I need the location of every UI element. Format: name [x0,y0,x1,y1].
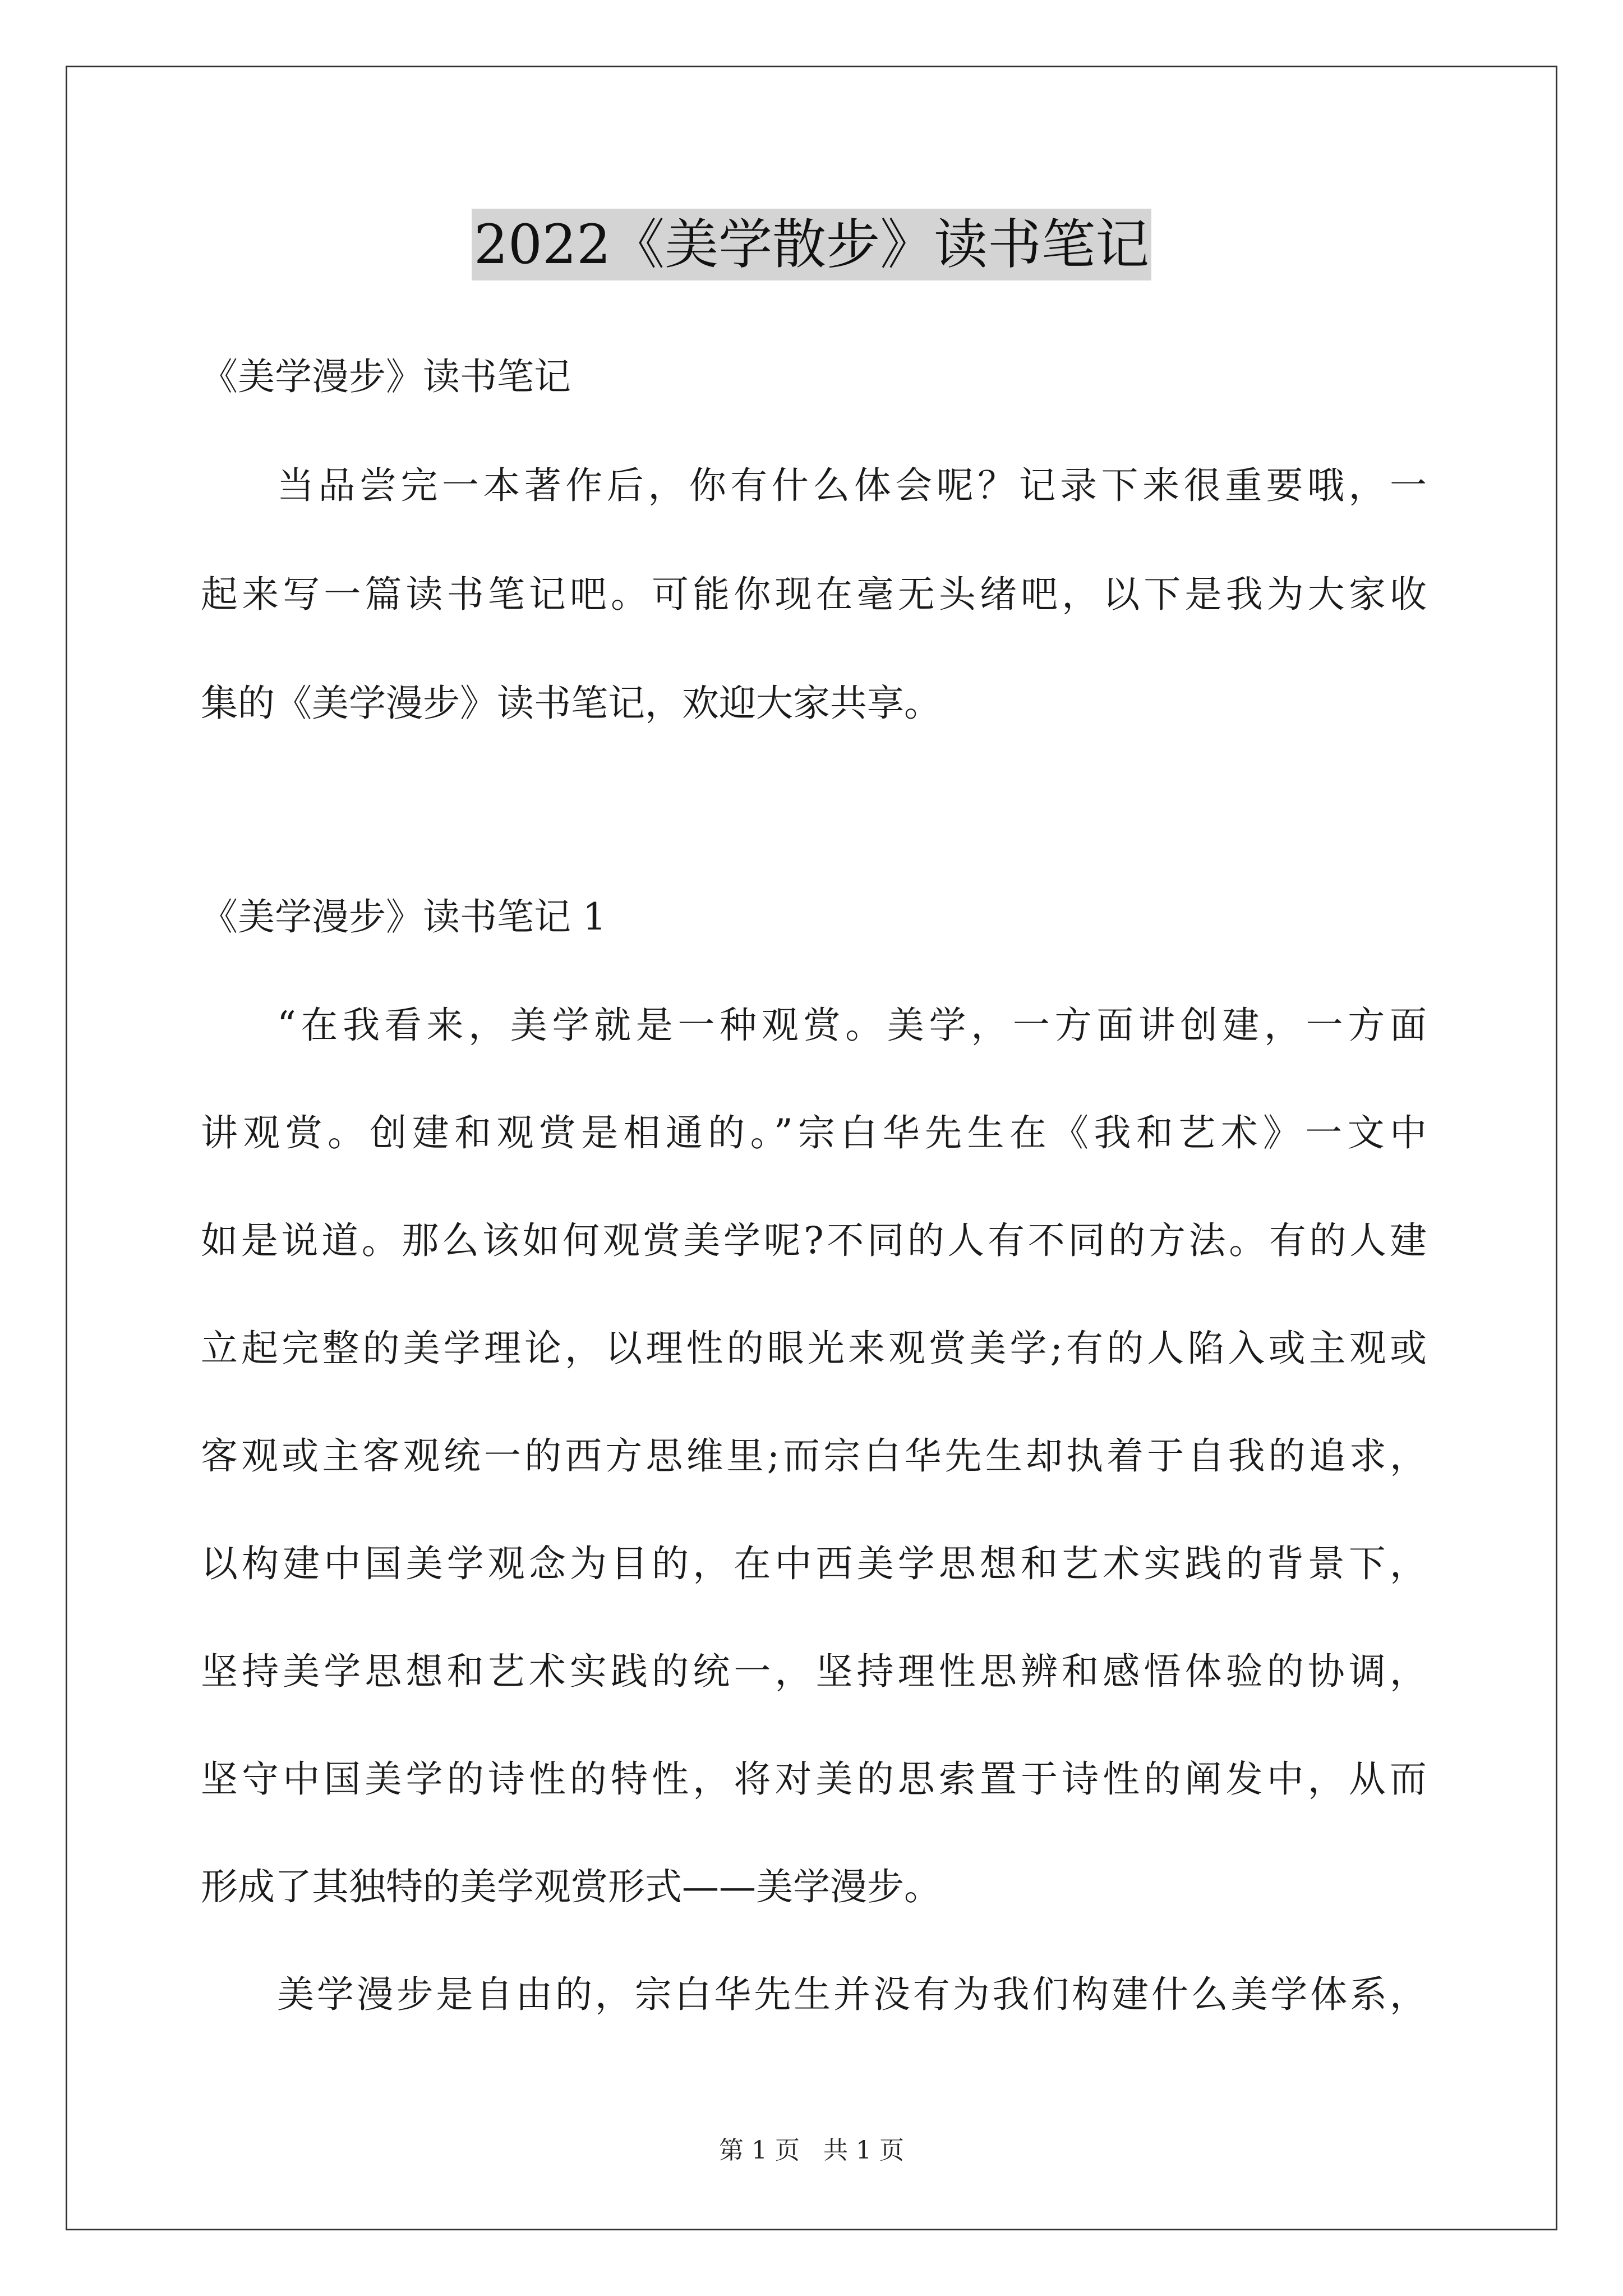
page-footer [0,2135,1623,2166]
page-total: 共 1 页 [823,2136,904,2165]
paragraph-line: 起来写一篇读书笔记吧。可能你现在毫无头绪吧，以下是我为大家收 [201,573,1427,616]
paragraph-line: 以构建中国美学观念为目的，在中西美学思想和艺术实践的背景下， [201,1542,1427,1585]
paragraph-line: 集的《美学漫步》读书笔记，欢迎大家共享。 [201,682,941,725]
paragraph-line: 讲观赏。创建和观赏是相通的。”宗白华先生在《我和艺术》一文中 [201,1111,1427,1154]
paragraph-line: 坚持美学思想和艺术实践的统一，坚持理性思辨和感悟体验的协调， [201,1650,1427,1693]
paragraph-line: 客观或主客观统一的西方思维里;而宗白华先生却执着于自我的追求， [201,1434,1427,1478]
paragraph-line: 坚守中国美学的诗性的特性，将对美的思索置于诗性的阐发中，从而 [201,1757,1427,1801]
section-heading: 《美学漫步》读书笔记 1 [201,895,606,938]
document-title: 2022《美学散步》读书笔记 [472,209,1151,280]
intro-heading: 《美学漫步》读书笔记 [201,355,571,398]
paragraph-line: 立起完整的美学理论，以理性的眼光来观赏美学;有的人陷入或主观或 [201,1327,1427,1370]
paragraph-line: 当品尝完一本著作后，你有什么体会呢？记录下来很重要哦，一 [277,464,1427,507]
title-container [0,209,1623,280]
paragraph-line: 美学漫步是自由的，宗白华先生并没有为我们构建什么美学体系， [277,1973,1427,2016]
paragraph-line: “在我看来，美学就是一种观赏。美学，一方面讲创建，一方面 [277,1004,1427,1047]
paragraph-line: 形成了其独特的美学观赏形式——美学漫步。 [201,1865,941,1908]
paragraph-line: 如是说道。那么该如何观赏美学呢?不同的人有不同的方法。有的人建 [201,1219,1427,1262]
page-number: 第 1 页 [719,2136,800,2165]
